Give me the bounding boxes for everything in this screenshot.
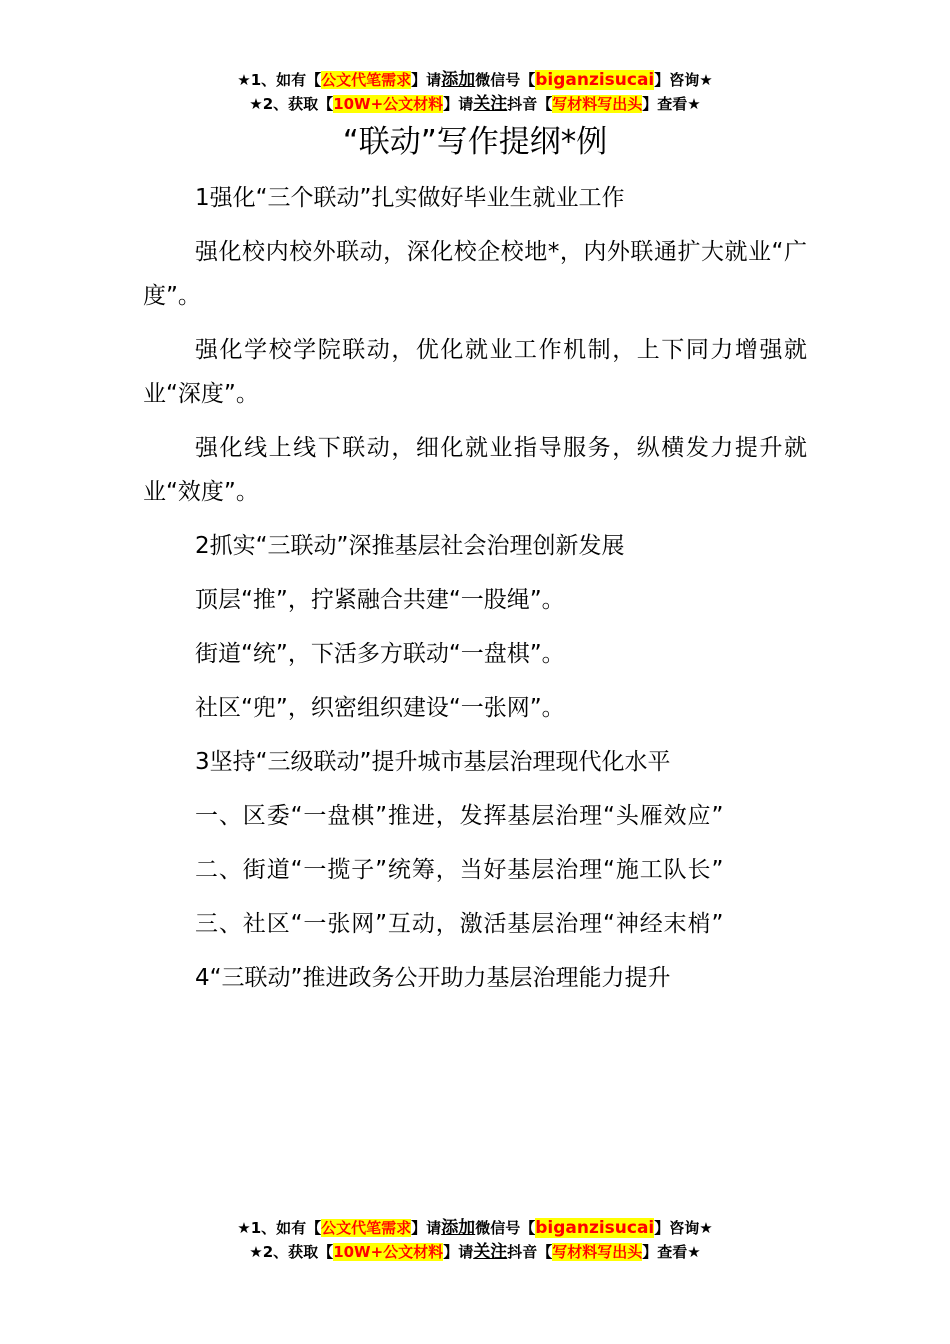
paragraph: 街道“统”，下活多方联动“一盘棋”。 [195,641,565,667]
paragraph: 二、街道“一揽子”统筹，当好基层治理“施工队长” [195,857,725,883]
banner-highlight: 写材料写出头 [552,95,643,113]
banner-text: ★2、获取【 [249,95,334,113]
banner-text: ★2、获取【 [249,1243,334,1261]
banner-text: 】请 [411,1219,442,1237]
banner-highlight: 10W+公文材料 [333,1243,444,1261]
banner-text: 】咨询★ [654,1219,713,1237]
paragraph: 社区“兜”，织密组织建设“一张网”。 [195,695,565,721]
paragraph: 1强化“三个联动”扎实做好毕业生就业工作 [195,185,625,211]
banner-line-1 [0,68,950,92]
banner-text: ★1、如有【 [237,71,322,89]
banner-line-2 [0,1240,950,1264]
header-banner [0,68,950,116]
banner-text: 】查看★ [642,95,701,113]
paragraph: 强化线上线下联动，细化就业指导服务，纵横发力提升就业“效度”。 [143,435,807,505]
banner-text: 】请 [411,71,442,89]
banner-text: 抖音【 [507,1243,553,1261]
banner-highlight: 公文代笔需求 [321,1219,412,1237]
banner-text: 微信号【 [475,1219,536,1237]
banner-underline: 关注 [473,1242,508,1262]
banner-highlight: biganzisucai [535,1218,655,1238]
banner-highlight: 10W+公文材料 [333,95,444,113]
banner-line-2 [0,92,950,116]
banner-text: ★1、如有【 [237,1219,322,1237]
footer-banner [0,1216,950,1264]
banner-underline: 添加 [441,1218,476,1238]
banner-line-1 [0,1216,950,1240]
paragraph: 顶层“推”，拧紧融合共建“一股绳”。 [195,587,565,613]
banner-highlight: 写材料写出头 [552,1243,643,1261]
banner-underline: 关注 [473,94,508,114]
paragraph: 三、社区“一张网”互动，激活基层治理“神经末梢” [195,911,725,937]
paragraph: 强化校内校外联动，深化校企校地*，内外联通扩大就业“广度”。 [143,239,807,309]
banner-text: 抖音【 [507,95,553,113]
banner-highlight: 公文代笔需求 [321,71,412,89]
banner-text: 】咨询★ [654,71,713,89]
banner-text: 】查看★ [642,1243,701,1261]
paragraph: 强化学校学院联动，优化就业工作机制，上下同力增强就业“深度”。 [143,337,807,407]
paragraph: 2抓实“三联动”深推基层社会治理创新发展 [195,533,625,559]
banner-text: 】请 [443,1243,474,1261]
banner-highlight: biganzisucai [535,70,655,90]
banner-text: 微信号【 [475,71,536,89]
banner-underline: 添加 [441,70,476,90]
page-title: “联动”写作提纲*例 [342,124,608,160]
document-body [143,176,807,1010]
paragraph: 3坚持“三级联动”提升城市基层治理现代化水平 [195,749,671,775]
paragraph: 一、区委“一盘棋”推进，发挥基层治理“头雁效应” [195,803,725,829]
banner-text: 】请 [443,95,474,113]
paragraph: 4“三联动”推进政务公开助力基层治理能力提升 [195,965,671,991]
